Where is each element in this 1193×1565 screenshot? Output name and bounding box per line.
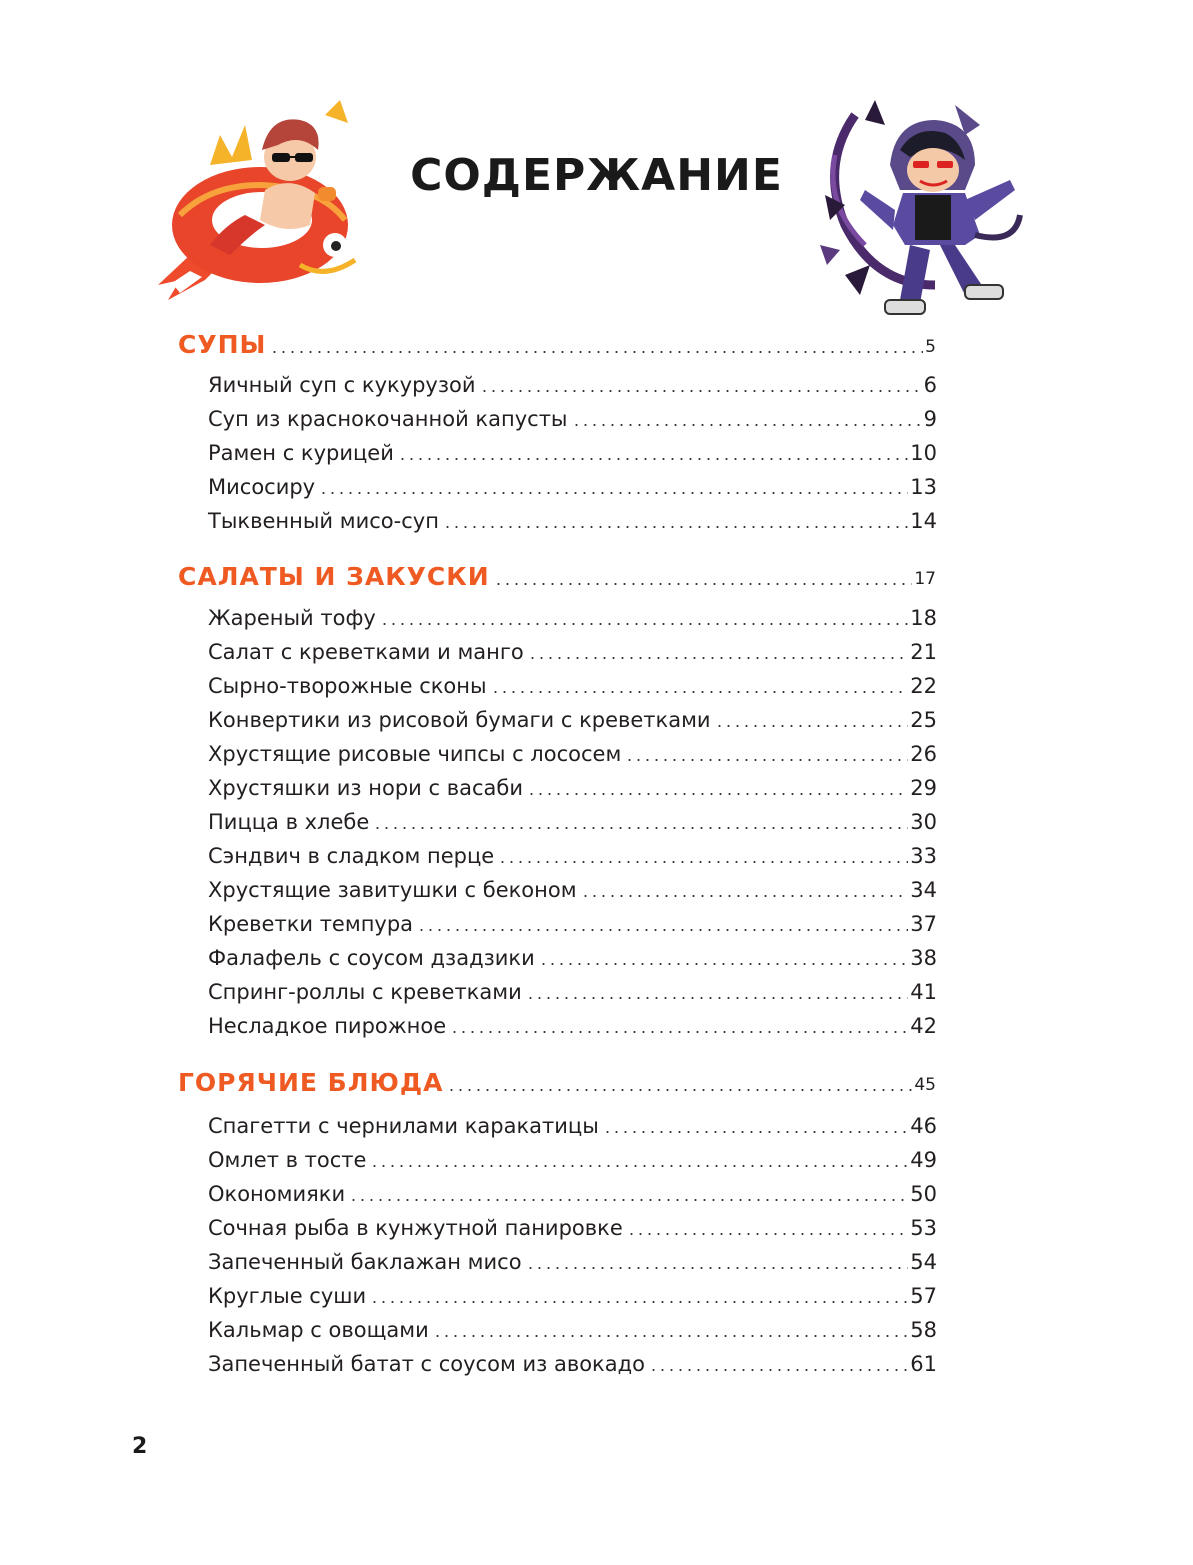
toc-item[interactable] — [208, 707, 937, 733]
toc-item[interactable] — [208, 673, 937, 699]
toc-item[interactable] — [208, 979, 937, 1005]
dot-leader — [370, 1165, 908, 1167]
dot-leader — [539, 963, 909, 965]
item-title: Кальмар с овощами — [208, 1318, 429, 1342]
item-page: 21 — [910, 640, 937, 664]
dot-leader — [447, 1089, 912, 1091]
item-page: 25 — [910, 708, 937, 732]
item-title: Салат с креветками и манго — [208, 640, 524, 664]
toc-item[interactable] — [208, 1113, 937, 1139]
item-title: Рамен с курицей — [208, 441, 394, 465]
toc-item[interactable] — [208, 1181, 937, 1207]
dot-leader — [581, 895, 909, 897]
section-title: ГОРЯЧИЕ БЛЮДА — [178, 1068, 444, 1097]
toc-section-salads[interactable] — [178, 562, 936, 592]
dot-leader — [603, 1131, 908, 1133]
item-page: 10 — [910, 441, 937, 465]
item-title: Пицца в хлебе — [208, 810, 370, 834]
item-page: 22 — [910, 674, 937, 698]
toc-item[interactable] — [208, 605, 937, 631]
section-page: 45 — [914, 1075, 936, 1095]
section-page: 17 — [914, 569, 936, 589]
item-title: Хрустящие рисовые чипсы с лососем — [208, 742, 622, 766]
dot-leader — [627, 1233, 909, 1235]
dot-leader — [433, 1335, 909, 1337]
item-title: Конвертики из рисовой бумаги с креветками — [208, 708, 711, 732]
item-title: Окономияки — [208, 1182, 346, 1206]
dot-leader — [649, 1369, 908, 1371]
item-page: 34 — [910, 878, 937, 902]
item-page: 9 — [923, 407, 937, 431]
item-title: Мисосиру — [208, 475, 316, 499]
section-title: САЛАТЫ И ЗАКУСКИ — [178, 562, 490, 591]
toc-item[interactable] — [208, 1317, 937, 1343]
item-page: 26 — [910, 742, 937, 766]
dot-leader — [572, 424, 922, 426]
item-page: 53 — [910, 1216, 937, 1240]
dot-leader — [373, 827, 908, 829]
item-title: Омлет в тосте — [208, 1148, 367, 1172]
item-title: Несладкое пирожное — [208, 1014, 447, 1038]
toc-item[interactable] — [208, 372, 937, 398]
item-title: Хрустяшки из нори с васаби — [208, 776, 523, 800]
item-title: Хрустящие завитушки с беконом — [208, 878, 577, 902]
dot-leader — [450, 1031, 908, 1033]
item-title: Сочная рыба в кунжутной панировке — [208, 1216, 623, 1240]
item-page: 50 — [910, 1182, 937, 1206]
toc-item[interactable] — [208, 406, 937, 432]
item-page: 61 — [910, 1352, 937, 1376]
dot-leader — [380, 623, 908, 625]
dot-leader — [270, 351, 923, 353]
item-title: Круглые суши — [208, 1284, 367, 1308]
dot-leader — [528, 657, 908, 659]
dot-leader — [319, 492, 908, 494]
item-title: Запеченный баклажан мисо — [208, 1250, 522, 1274]
item-title: Суп из краснокочанной капусты — [208, 407, 568, 431]
dot-leader — [370, 1301, 908, 1303]
dot-leader — [398, 458, 908, 460]
dot-leader — [443, 526, 908, 528]
item-title: Спагетти с чернилами каракатицы — [208, 1114, 599, 1138]
dot-leader — [491, 691, 909, 693]
dot-leader — [480, 390, 922, 392]
item-title: Жареный тофу — [208, 606, 376, 630]
section-page: 5 — [925, 337, 936, 357]
dot-leader — [498, 861, 908, 863]
item-page: 14 — [910, 509, 937, 533]
toc-item[interactable] — [208, 945, 937, 971]
item-page: 37 — [910, 912, 937, 936]
item-page: 41 — [910, 980, 937, 1004]
item-page: 58 — [910, 1318, 937, 1342]
item-page: 49 — [910, 1148, 937, 1172]
toc-item[interactable] — [208, 911, 937, 937]
page-title: СОДЕРЖАНИЕ — [410, 150, 783, 201]
item-title: Фалафель с соусом дзадзики — [208, 946, 535, 970]
item-title: Сэндвич в сладком перце — [208, 844, 495, 868]
dot-leader — [526, 1267, 909, 1269]
item-page: 29 — [910, 776, 937, 800]
toc-item[interactable] — [208, 877, 937, 903]
item-page: 54 — [910, 1250, 937, 1274]
toc-section-hot-dishes[interactable] — [178, 1068, 936, 1098]
toc-item[interactable] — [208, 440, 937, 466]
dot-leader — [494, 583, 913, 585]
toc-item[interactable] — [208, 508, 937, 534]
dot-leader — [526, 997, 909, 999]
dot-leader — [625, 759, 908, 761]
item-title: Креветки темпура — [208, 912, 414, 936]
item-title: Тыквенный мисо-суп — [208, 509, 439, 533]
toc-item[interactable] — [208, 843, 937, 869]
item-page: 57 — [910, 1284, 937, 1308]
item-page: 33 — [910, 844, 937, 868]
dot-leader — [527, 793, 908, 795]
toc-item[interactable] — [208, 1283, 937, 1309]
toc-item[interactable] — [208, 1351, 937, 1377]
item-title: Спринг-роллы с креветками — [208, 980, 522, 1004]
dot-leader — [349, 1199, 908, 1201]
item-page: 6 — [923, 373, 937, 397]
dot-leader — [417, 929, 908, 931]
item-page: 38 — [910, 946, 937, 970]
section-title: СУПЫ — [178, 330, 267, 359]
dark-hooded-character-illustration — [815, 95, 1035, 325]
toc-item[interactable] — [208, 809, 937, 835]
item-page: 42 — [910, 1014, 937, 1038]
item-page: 30 — [910, 810, 937, 834]
toc-item[interactable] — [208, 741, 937, 767]
toc-item[interactable] — [208, 1147, 937, 1173]
item-title: Яичный суп с кукурузой — [208, 373, 476, 397]
toc-section-soups[interactable] — [178, 330, 936, 360]
item-title: Сырно-творожные сконы — [208, 674, 487, 698]
item-page: 46 — [910, 1114, 937, 1138]
toc-item[interactable] — [208, 1249, 937, 1275]
item-title: Запеченный батат с соусом из авокадо — [208, 1352, 645, 1376]
toc-item[interactable] — [208, 639, 937, 665]
item-page: 18 — [910, 606, 937, 630]
dot-leader — [715, 725, 909, 727]
item-page: 13 — [910, 475, 937, 499]
toc-item[interactable] — [208, 775, 937, 801]
toc-item[interactable] — [208, 1013, 937, 1039]
toc-item[interactable] — [208, 1215, 937, 1241]
toc-item[interactable] — [208, 474, 937, 500]
page-number: 2 — [132, 1434, 148, 1459]
